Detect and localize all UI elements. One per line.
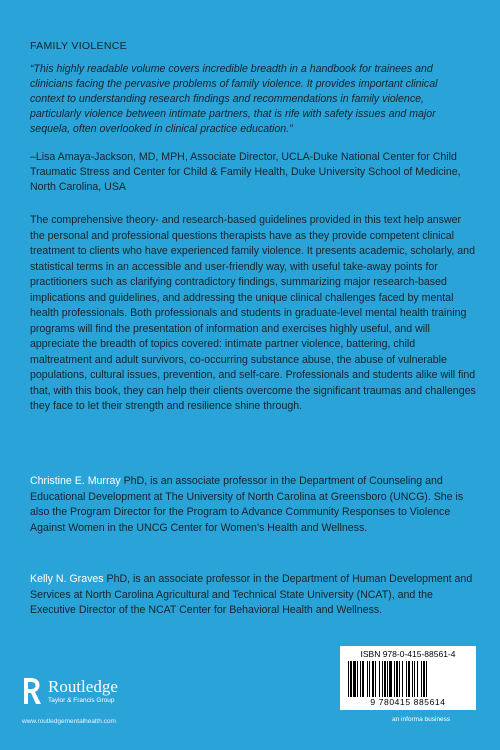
routledge-r-icon (22, 676, 42, 706)
barcode-bars (348, 661, 468, 697)
author-bio-text: PhD, is an associate professor in the Department of Counseling and Educational Development at The University of North Carolina at Greensboro (UNCG). She is also the Program Director for the Program to Advance Community Responses to Violence Against Women in the UNCG Center for Women’s Health and Wellness. (30, 475, 464, 534)
author-bio-graves (30, 572, 477, 619)
author-bio-text: PhD, is an associate professor in the Department of Human Development and Services at North Carolina Agricultural and Technical State University (NCAT), and the Executive Director of the NCAT Center for Behavioral Health and Wellness. (30, 573, 473, 616)
endorsement-quote: “This highly readable volume covers incredible breadth in a handbook for trainees and clinicians facing the pervasive problems of family violence. It provides important clinical context to understanding research findings and recommendations in family violence, particularly violence between intimate partners, that is rife with safety issues and major sequela, often overlooked in clinical practice education.” (30, 63, 438, 135)
category-label: FAMILY VIOLENCE (30, 40, 127, 52)
author-name: Kelly N. Graves (30, 573, 104, 585)
author-name: Christine E. Murray (30, 475, 121, 487)
isbn-barcode (340, 646, 476, 710)
author-bio-murray (30, 474, 477, 536)
publisher-name: Routledge (48, 676, 118, 696)
publisher-tagline: an informa business (392, 716, 451, 723)
endorsement-attribution: –Lisa Amaya-Jackson, MD, MPH, Associate Director, UCLA-Duke National Center for Child Traumatic Stress and Center for Child & Family Health, Duke University School of Medicine, North Carolina, USA (30, 151, 461, 193)
publisher-website: www.routledgementalhealth.com (22, 718, 116, 725)
isbn-label: ISBN 978-0-415-88561-4 (360, 649, 456, 659)
book-description: The comprehensive theory- and research-based guidelines provided in this text help answer the personal and professional questions therapists have as they provide competent clinical treatment to clients who have experienced family violence. It presents academic, scholarly, and statistical terms in an accessible and user-friendly way, with useful take-away points for practitioners such as clarifying contradictory findings, summarizing major research-based implications and guidelines, and addressing the unique clinical challenges faced by mental health professionals. Both professionals and students in graduate-level mental health training programs will find the presentation of information and exercises highly useful, and will appreciate the breadth of topics covered: intimate partner violence, battering, child maltreatment and adult survivors, co-occurring substance abuse, the abuse of vulnerable populations, cultural issues, prevention, and self-care. Professionals and students alike will find that, with this book, they can help their clients overcome the significant traumas and challenges they face to let their strength and resilience shine through. (30, 214, 476, 412)
publisher-group: Taylor & Francis Group (48, 696, 115, 704)
publisher-logo (22, 676, 118, 706)
barcode-digits: 9 780415 885614 (370, 697, 446, 707)
